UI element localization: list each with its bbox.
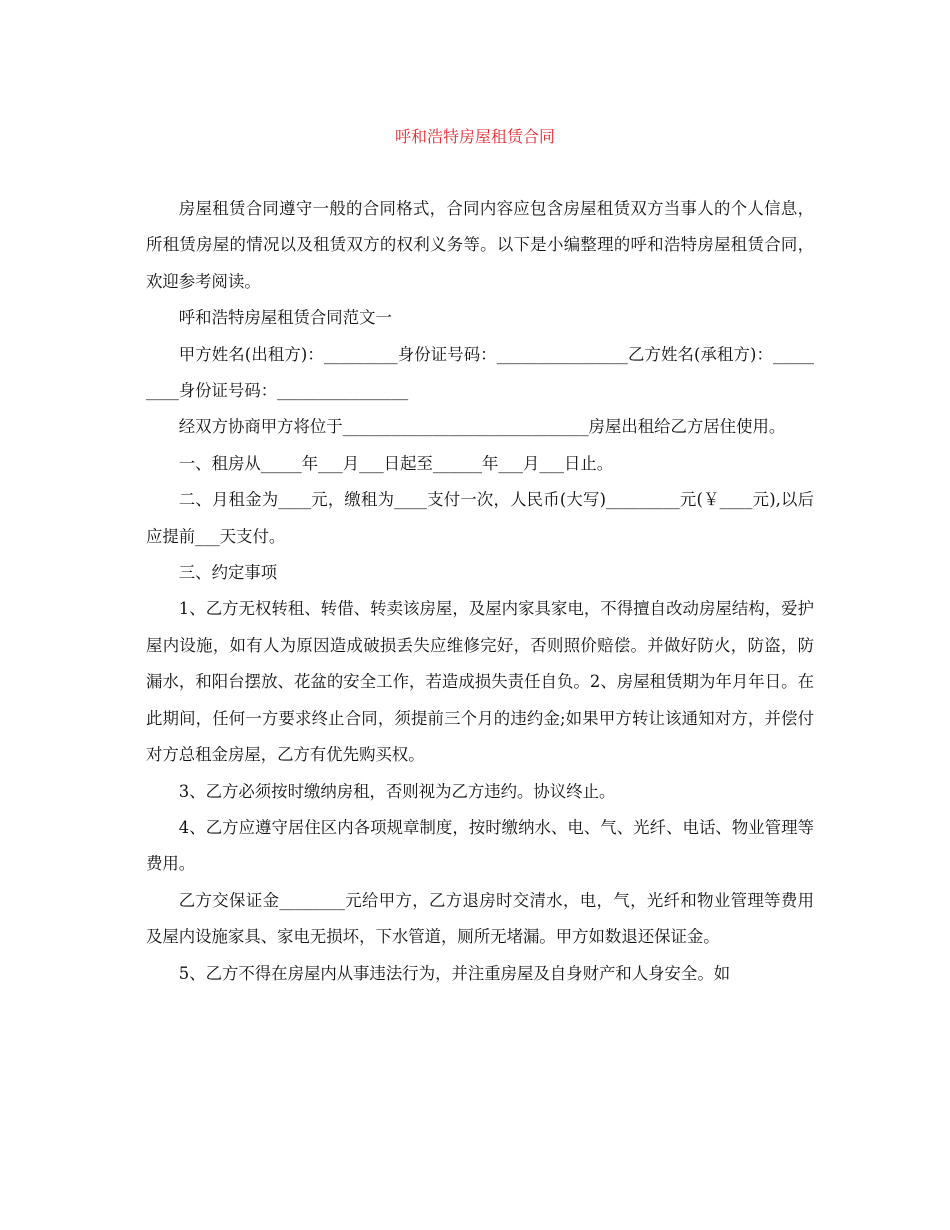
agreed-items-heading: 三、约定事项: [178, 563, 278, 583]
parties-paragraph: 甲方姓名(出租方)：_________身份证号码：________________乙方姓名(承租方)：_________身份证号码：________________: [146, 344, 814, 401]
clause-paragraph: 1、乙方无权转租、转借、转卖该房屋，及屋内家具家电，不得擅自改动房屋结构，爱护屋内设施，如有人为原因造成破损丢失应维修完好，否则照价赔偿。并做好防火，防盗，防漏水，和阳台摆放、花盆的安全工作，若造成损失责任自负。2、房屋租赁期为年月年日。在此期间，任何一方要求终止合同，须提前三个月的违约金;如果甲方转让该通知对方，并偿付对方总租金房屋，乙方有优先购买权。: [146, 599, 814, 765]
deposit-paragraph: 乙方交保证金________元给甲方，乙方退房时交清水，电，气，光纤和物业管理等费用及屋内设施家具、家电无损坏，下水管道，厕所无堵漏。甲方如数退还保证金。: [146, 890, 814, 947]
location-paragraph: 经双方协商甲方将位于______________________________房屋出租给乙方居住使用。: [178, 417, 786, 437]
rent-paragraph: 二、月租金为____元，缴租为____支付一次，人民币(大写)_________元(￥____元),以后应提前___天支付。: [146, 490, 814, 546]
clause-paragraph: 3、乙方必须按时缴纳房租，否则视为乙方违约。协议终止。: [178, 781, 616, 801]
intro-paragraph: 房屋租赁合同遵守一般的合同格式，合同内容应包含房屋租赁双方当事人的个人信息，所租赁房屋的情况以及租赁双方的权利义务等。以下是小编整理的呼和浩特房屋租赁合同，欢迎参考阅读。: [146, 199, 814, 291]
section-heading: 呼和浩特房屋租赁合同范文一: [178, 308, 392, 328]
document-body: [146, 191, 814, 992]
clause-paragraph: 4、乙方应遵守居住区内各项规章制度，按时缴纳水、电、气、光纤、电话、物业管理等费用。: [146, 817, 814, 874]
term-paragraph: 一、租房从_____年___月___日起至______年___月___日止。: [178, 453, 614, 473]
document-title: 呼和浩特房屋租赁合同: [394, 127, 555, 146]
clause-paragraph: 5、乙方不得在房屋内从事违法行为，并注重房屋及自身财产和人身安全。如: [178, 963, 731, 983]
